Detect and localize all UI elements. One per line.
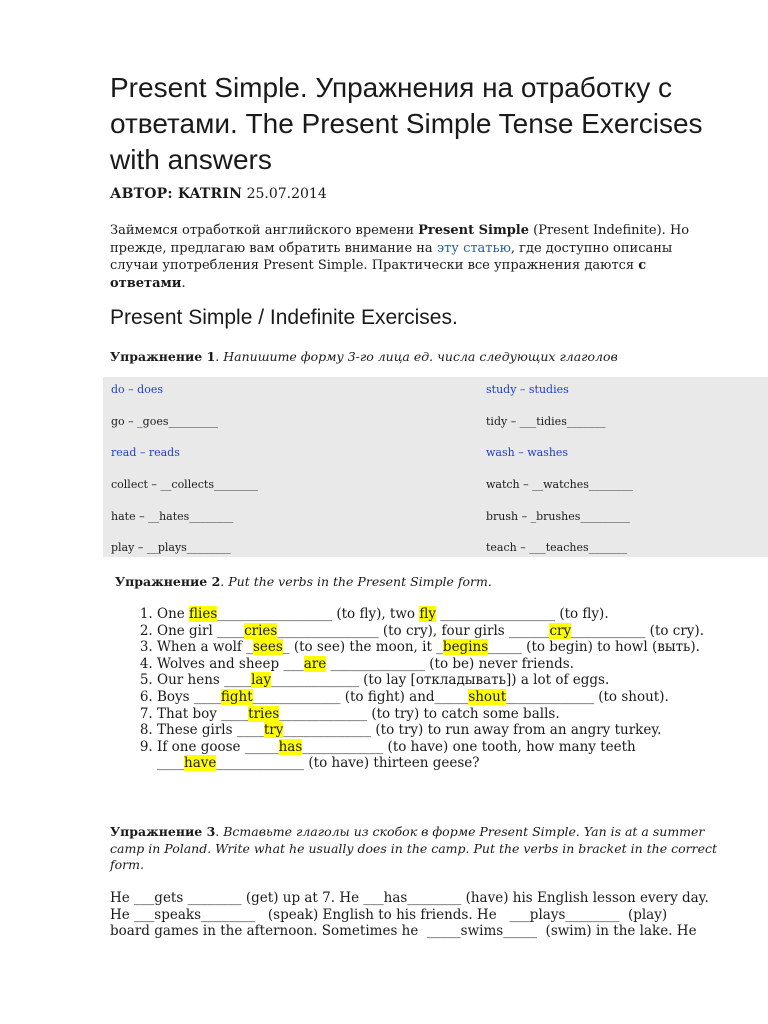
intro-paragraph [110, 222, 720, 292]
verb-cell-left-1: do – does [111, 383, 163, 396]
intro-bold-term: Present Simple [418, 223, 530, 238]
sentence-fragment: _____________ (to lay [откладывать]) a lot of eggs. [271, 672, 610, 689]
verb-cell-right-1: study – studies [486, 383, 569, 396]
sentence-fragment: _________________ (to fly), two [217, 606, 420, 622]
highlighted-answer: fight [220, 688, 253, 705]
section-heading: Present Simple / Indefinite Exercises. [110, 306, 458, 329]
sentence-fragment: That boy ____ [157, 705, 249, 722]
author-line [110, 186, 327, 202]
highlighted-answer: cries [244, 622, 278, 639]
exercise-2-item [157, 623, 757, 640]
highlighted-answer: try [263, 722, 284, 739]
sentence-fragment: _____________ (to fight) and_____ [252, 688, 469, 705]
sentence-fragment: ___________ (to cry). [571, 622, 704, 639]
sentence-fragment: ______________ (to be) never friends. [326, 655, 574, 672]
sentence-fragment: One girl ____ [157, 622, 245, 639]
intro-text: Займемся отработкой английского времени [110, 223, 419, 238]
sentence-fragment: _____________ (to shout). [506, 688, 669, 705]
exercise-3-label: Упражнение 3 [110, 824, 216, 839]
highlighted-answer: cry [549, 622, 572, 639]
exercise-2-item [157, 722, 757, 739]
sentence-fragment: Our hens ____ [157, 672, 252, 689]
exercise-1-title: Упражнение 1. Напишите форму 3-го лица ед. числа следующих глаголов [110, 349, 618, 364]
exercise-2-title: Упражнение 2. Put the verbs in the Present Simple form. [115, 574, 492, 589]
exercise-2-item [157, 689, 757, 706]
sentence-fragment: _________________ (to fly). [435, 606, 609, 622]
author-label: АВТОР: KATRIN [110, 186, 243, 202]
verb-cell-right-5: brush – _brushes_________ [486, 510, 630, 523]
intro-text: (Present Indefinite). Но прежде, предлагаю вам обратить внимание на [110, 223, 690, 256]
exercise-2-item [157, 606, 757, 623]
exercise-3-title: Упражнение 3. Вставьте глаголы из скобок в форме Present Simple. Yan is at a summer camp in Poland. Write what he usually does in the camp. Put the verbs in bracket in the correct form. [110, 824, 718, 872]
verb-table [103, 377, 768, 557]
sentence-fragment: _____________ (to try) to catch some balls. [279, 705, 560, 722]
verb-cell-right-4: watch – __watches________ [486, 478, 633, 491]
sentence-fragment: _______________ (to cry), four girls ______ [277, 622, 550, 639]
sentence-fragment: When a wolf _ [157, 639, 253, 656]
exercise-2-item [157, 739, 757, 772]
highlighted-answer: shout [468, 688, 507, 705]
sentence-fragment: One [157, 606, 190, 622]
sentence-fragment: _____________ (to try) to run away from an angry turkey. [283, 722, 662, 739]
exercise-3-instruction: Вставьте глаголы из скобок в форме Present Simple. Yan is at a summer camp in Poland. Write what he usually does in the camp. Put the verbs in bracket in the correct form. [110, 824, 718, 872]
verb-cell-left-6: play – __plays________ [111, 541, 231, 554]
exercise-2-instruction: Put the verbs in the Present Simple form. [228, 574, 492, 589]
sentence-fragment: Wolves and sheep ___ [157, 655, 304, 672]
exercise-2-item [157, 706, 757, 723]
exercise-3-line: He ___speaks________ (speak) English to his friends. He ___plays________ (play) [110, 906, 668, 923]
exercise-3-line: board games in the afternoon. Sometimes he _____swims_____ (swim) in the lake. He [110, 923, 697, 940]
author-date: 25.07.2014 [246, 186, 327, 202]
sentence-fragment: If one goose _____ [157, 738, 279, 755]
exercise-1-instruction: Напишите форму 3-го лица ед. числа следующих глаголов [223, 349, 618, 364]
highlighted-answer: begins [442, 639, 489, 656]
exercise-3-line: He ___gets ________ (get) up at 7. He ___has________ (have) his English lesson every day. [110, 890, 709, 906]
verb-cell-left-5: hate – __hates________ [111, 510, 234, 523]
article-title: Present Simple. Упражнения на отработку с ответами. The Present Simple Tense Exercises with answers [110, 72, 703, 175]
exercise-2-item [157, 672, 757, 689]
intro-text: , где доступно описаны случаи употребления Present Simple. Практически все упражнения даются [110, 240, 673, 273]
highlighted-answer: fly [419, 606, 436, 622]
highlighted-answer: have [184, 755, 217, 772]
highlighted-answer: sees [252, 639, 283, 656]
sentence-fragment: _____ (to begin) to howl (выть). [488, 639, 700, 656]
article-link[interactable]: эту статью [436, 240, 511, 256]
exercise-2-label: Упражнение 2 [115, 574, 221, 589]
highlighted-answer: are [303, 655, 327, 672]
exercise-2-item [157, 656, 757, 673]
highlighted-answer: flies [189, 606, 218, 622]
highlighted-answer: lay [251, 672, 272, 689]
sentence-fragment: _____________ (to have) thirteen geese? [216, 755, 480, 772]
sentence-fragment: _ (to see) the moon, it _ [282, 639, 443, 656]
highlighted-answer: has [278, 738, 303, 755]
sentence-fragment: ____________ (to have) one tooth, how many teeth ____ [157, 738, 636, 772]
sentence-fragment: These girls ____ [157, 722, 264, 739]
verb-cell-left-2: go – _goes_________ [111, 415, 218, 428]
intro-bold-answers: с ответами [110, 258, 647, 291]
intro-text: . [181, 275, 186, 291]
verb-cell-left-4: collect – __collects________ [111, 478, 258, 491]
exercise-2-list [130, 606, 757, 772]
exercise-2-item [157, 639, 757, 656]
verb-cell-right-3: wash – washes [486, 446, 569, 459]
sentence-fragment: Boys ____ [157, 688, 221, 705]
exercise-1-label: Упражнение 1 [110, 349, 216, 364]
verb-cell-right-6: teach – ___teaches_______ [486, 541, 628, 554]
highlighted-answer: tries [248, 705, 280, 722]
exercise-3-body [110, 890, 725, 940]
verb-cell-right-2: tidy – ___tidies_______ [486, 415, 606, 428]
verb-cell-left-3: read – reads [111, 446, 180, 459]
